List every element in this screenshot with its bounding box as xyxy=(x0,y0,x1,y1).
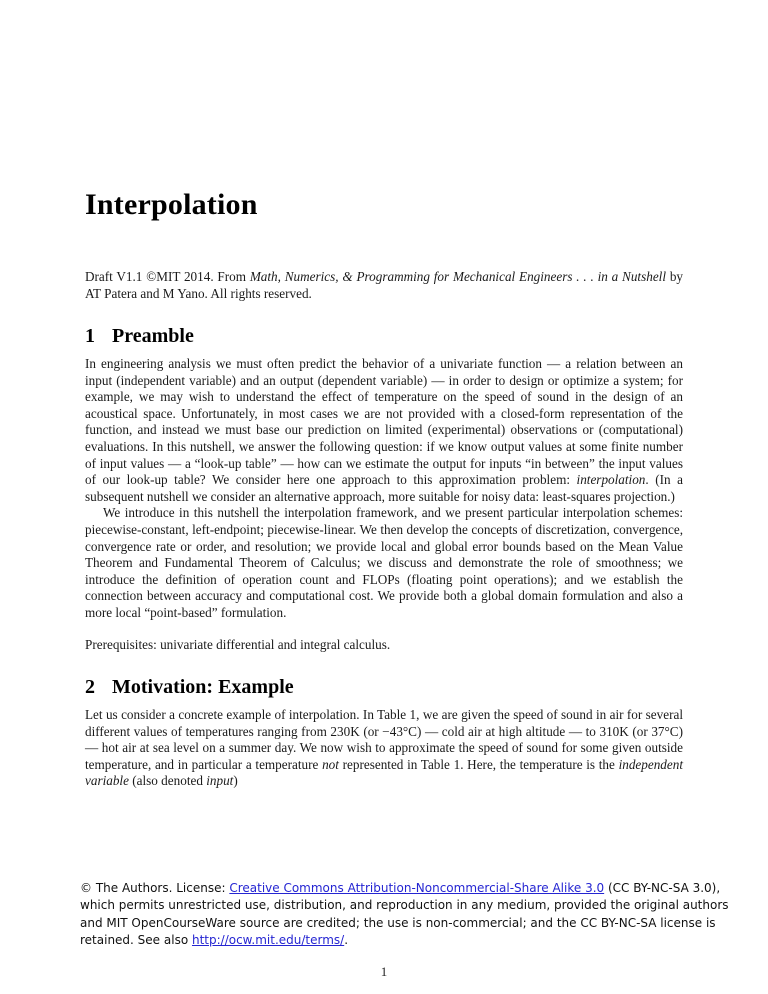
page-number: 1 xyxy=(380,964,388,979)
text-segment: Math, Numerics, & Programming for Mechanical Engineers . . . in a Nutshell xyxy=(249,269,667,284)
text-segment: © The Authors. License: xyxy=(80,880,230,895)
text-segment: In engineering analysis we must often predict the behavior of a univariate function — a relation between an input (independent variable) and an output (dependent variable) — in order to design or optimize a system; for example, we may wish to understand the effect of temperature on the speed of sound in the design of an acoustical space. Unfortunately, in most cases we are not provided with a closed-form representation of the function, and instead we must base our prediction on limited (experimental) observations or (computational) evaluations. In this nutshell, we answer the following question: if we know output values at some finite number of input values — a “look-up table” — how can we estimate the output for inputs “in between” the input values of our look-up table? We consider here one approach to this approximation problem: xyxy=(85,356,683,488)
text-segment: represented in Table 1. Here, the temperature is the xyxy=(338,756,619,772)
text-segment: Let us consider a concrete example of interpolation. In Table 1, we are given the speed of sound in air for several different values of temperatures ranging from 230K (or −43°C) — cold air at high altitude — to 310K (or 37°C) — hot air at sea level on a summer day. We now wish to approximate the speed of sound for some given outside temperature, and in particular a temperature xyxy=(85,707,683,772)
text-segment: input xyxy=(206,773,234,789)
text-segment: (CC BY-NC-SA 3.0), which permits unrestricted use, distribution, and reproduction in any medium, provided the original authors and MIT OpenCourseWare source are credited; the use is non-commercial; and the CC BY-NC-SA license is retained. See also xyxy=(80,880,729,948)
text-segment: interpolation xyxy=(576,472,646,488)
section-2-heading xyxy=(85,677,683,698)
license-footer xyxy=(80,880,732,950)
text-segment: . (In a subsequent nutshell we consider an alternative approach, more suitable for noisy data: least-squares projection.) xyxy=(85,472,683,504)
section-1-heading xyxy=(85,326,683,347)
preamble-paragraph-2 xyxy=(85,505,683,621)
cc-license-link[interactable]: Creative Commons Attribution-Noncommercial-Share Alike 3.0 xyxy=(229,880,605,895)
text-segment: Draft V1.1 ©MIT 2014. From xyxy=(85,269,250,284)
ocw-terms-link[interactable]: http://ocw.mit.edu/terms/ xyxy=(191,933,345,948)
motivation-paragraph-1 xyxy=(85,707,683,790)
text-segment: . xyxy=(344,933,349,948)
section-2-title: Motivation: Example xyxy=(112,676,294,699)
text-segment: We introduce in this nutshell the interpolation framework, and we present particular interpolation schemes: piecewise-constant, left-endpoint; piecewise-linear. We then develop the concepts of discretization, convergence, convergence rate or order, and resolution; we provide local and global error bounds based on the Mean Value Theorem and Fundamental Theorem of Calculus; we discuss and demonstrate the role of smoothness; we introduce the definition of operation count and FLOPs (floating point operations); and we establish the connection between accuracy and computational cost. We provide both a global domain formulation and also a more local “point-based” formulation. xyxy=(85,505,683,620)
text-segment: by AT Patera and M Yano. All rights reserved. xyxy=(85,269,684,301)
page-content xyxy=(85,0,683,790)
document-title: Interpolation xyxy=(85,188,258,221)
section-2-number: 2 xyxy=(85,676,95,699)
prerequisites-line: Prerequisites: univariate differential and integral calculus. xyxy=(85,636,391,652)
text-segment: independent variable xyxy=(85,756,684,789)
section-1-number: 1 xyxy=(85,325,95,347)
text-segment: (also denoted xyxy=(128,773,207,789)
section-1-title: Preamble xyxy=(112,325,194,347)
text-segment: ) xyxy=(233,773,238,789)
preamble-paragraph-1 xyxy=(85,356,683,505)
text-segment: not xyxy=(322,756,339,772)
copyright-byline xyxy=(85,268,683,302)
